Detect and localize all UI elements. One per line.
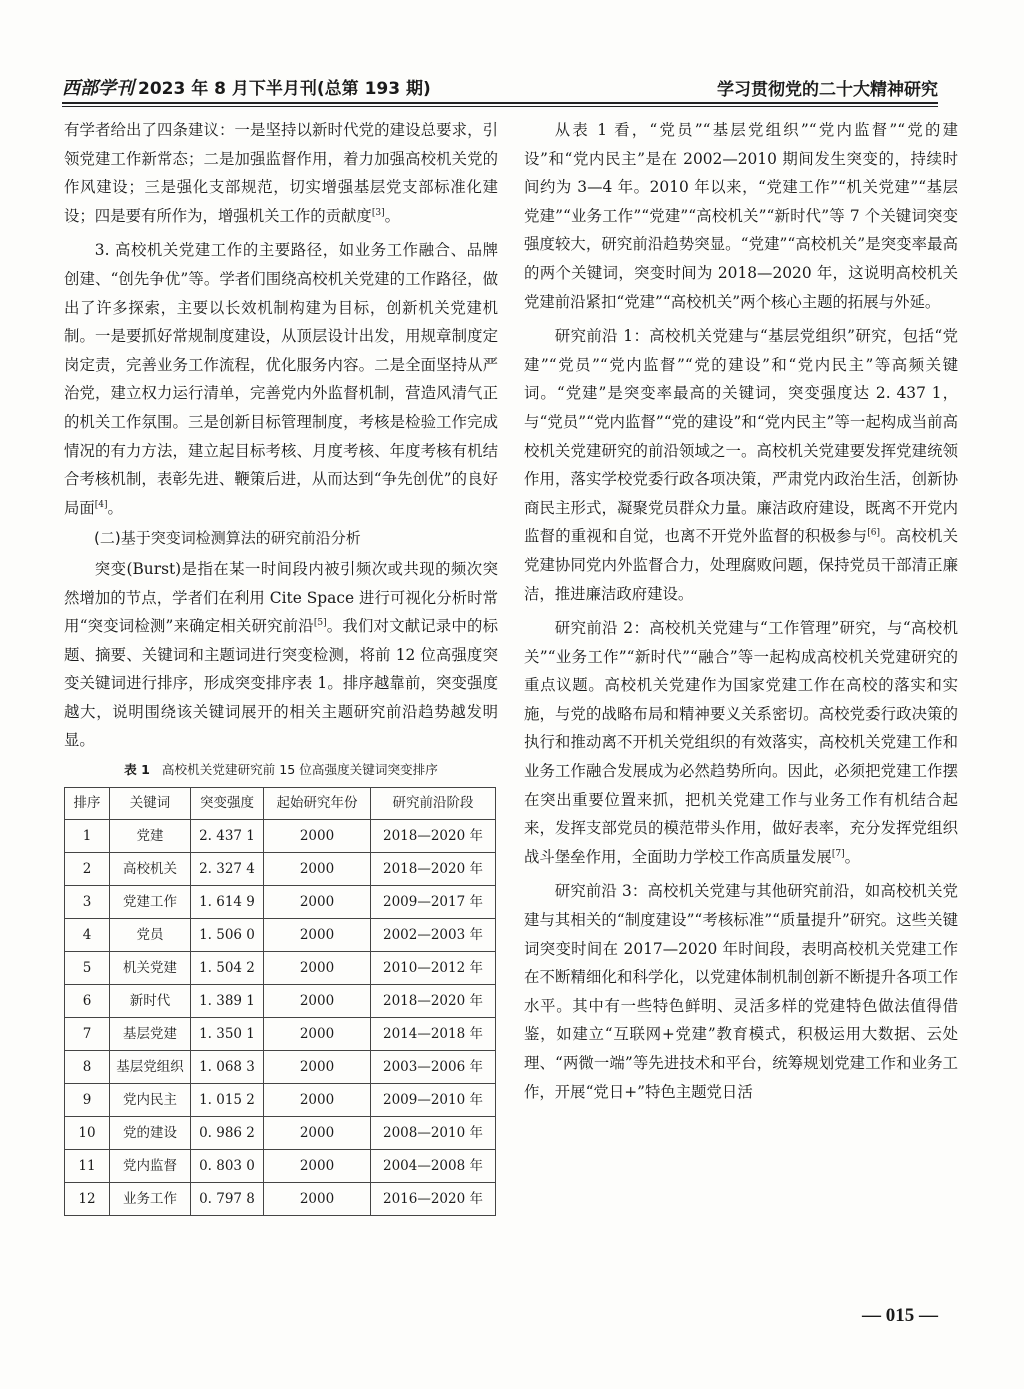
table-row (65, 1051, 496, 1084)
burst-keyword-table (64, 787, 496, 1216)
table-cell: 2. 437 1 (191, 820, 264, 853)
paragraph (64, 236, 498, 522)
table-row (65, 820, 496, 853)
header-cell: 关键词 (110, 788, 191, 820)
table-cell: 2008—2010 年 (371, 1117, 496, 1150)
paragraph-text: 。我们对文献记录中的标题、摘要、关键词和主题词进行突变检测，将前 12 位高强度突变关键词进行排序，形成突变排序表 1。排序越靠前，突变强度越大，说明围绕该关键词展开的相关主题研究前沿趋势越发明显。 (64, 617, 498, 750)
table-cell: 2009—2017 年 (371, 886, 496, 919)
citation: [4] (94, 499, 108, 510)
paragraph-text: 。高校机关党建协同党内外监督合力，处理腐败问题，保持党员干部清正廉洁，推进廉洁政府建设。 (524, 527, 958, 603)
table-cell: 2018—2020 年 (371, 820, 496, 853)
table-cell: 1. 389 1 (191, 985, 264, 1018)
page-number: — 015 — (862, 1305, 938, 1326)
table-cell: 0. 803 0 (191, 1150, 264, 1183)
header-cell: 起始研究年份 (264, 788, 371, 820)
table-cell: 1. 068 3 (191, 1051, 264, 1084)
table-cell: 11 (65, 1150, 110, 1183)
table-number: 表 1 (124, 762, 150, 778)
table-cell: 1 (65, 820, 110, 853)
table-row (65, 1018, 496, 1051)
table-row (65, 886, 496, 919)
journal-logo: 西部学刊 (62, 78, 134, 99)
table-title: 高校机关党建研究前 15 位高强度关键词突变排序 (161, 762, 438, 778)
table-cell: 2 (65, 853, 110, 886)
table-cell: 2016—2020 年 (371, 1183, 496, 1216)
table-cell: 2010—2012 年 (371, 952, 496, 985)
paragraph (524, 614, 958, 871)
table-cell: 2014—2018 年 (371, 1018, 496, 1051)
table-cell: 2000 (264, 1084, 371, 1117)
table-cell: 9 (65, 1084, 110, 1117)
table-cell: 1. 504 2 (191, 952, 264, 985)
table-row (65, 952, 496, 985)
table-cell: 2. 327 4 (191, 853, 264, 886)
table-cell: 7 (65, 1018, 110, 1051)
table-cell: 6 (65, 985, 110, 1018)
table-cell: 2000 (264, 952, 371, 985)
section-heading: (二)基于突变词检测算法的研究前沿分析 (94, 529, 361, 548)
table-cell: 10 (65, 1117, 110, 1150)
section-title: 学习贯彻党的二十大精神研究 (717, 80, 938, 100)
issue-info: 2023 年 8 月下半月刊(总第 193 期) (138, 79, 431, 99)
header-cell: 排序 (65, 788, 110, 820)
table-cell: 2000 (264, 853, 371, 886)
table-cell: 2000 (264, 1018, 371, 1051)
table-row (65, 1183, 496, 1216)
table-row (65, 919, 496, 952)
table-cell: 机关党建 (110, 952, 191, 985)
table-row (65, 853, 496, 886)
table-cell: 基层党组织 (110, 1051, 191, 1084)
table-cell: 1. 350 1 (191, 1018, 264, 1051)
citation: [6] (867, 528, 880, 539)
table-cell: 基层党建 (110, 1018, 191, 1051)
table-cell: 2009—2010 年 (371, 1084, 496, 1117)
table-cell: 3 (65, 886, 110, 919)
table-cell: 党建工作 (110, 886, 191, 919)
header-left (62, 74, 431, 100)
table-cell: 业务工作 (110, 1183, 191, 1216)
table-row (65, 985, 496, 1018)
running-header (62, 72, 938, 100)
paragraph-text: 。 (384, 206, 400, 225)
table-cell: 党建 (110, 820, 191, 853)
table-cell: 2003—2006 年 (371, 1051, 496, 1084)
header-rule (62, 102, 938, 107)
table-cell: 党内监督 (110, 1150, 191, 1183)
table-cell: 12 (65, 1183, 110, 1216)
paragraph: 研究前沿 3：高校机关党建与其他研究前沿，如高校机关党建与其相关的“制度建设”“考核标准”“质量提升”研究。这些关键词突变时间在 2017—2020 年时间段，表明高校机关党建工作在不断精细化和科学化，以党建体制机制创新不断提升各项工作水平。其中有一些特色鲜明、灵活多样的党建特色做法值得借鉴，如建立“互联网+党建”教育模式，积极运用大数据、云处理、“两微一端”等先进技术和平台，统筹规划党建工作和业务工作，开展“党日+”特色主题党日活 (524, 882, 958, 1101)
header-cell: 研究前沿阶段 (371, 788, 496, 820)
table-row (65, 1084, 496, 1117)
paragraph-text: 研究前沿 1：高校机关党建与“基层党组织”研究，包括“党建”“党员”“党内监督”“党的建设”和“党内民主”等高频关键词。“党建”是突变率最高的关键词，突变强度达 2. 437 1，与“党员”“党内监督”“党的建设”和“党内民主”等一起构成当前高校机关党建研究的前沿领域之一。高校机关党建要发挥党建统领作用，落实学校党委行政各项决策，严肃党内政治生活，创新协商民主形式，凝聚党员群众力量。廉洁政府建设，既离不开党内监督的重视和自觉，也离不开党外监督的积极参与 (524, 327, 958, 546)
paragraph-text: 突变(Burst)是指在某一时间段内被引频次或共现的频次突然增加的节点，学者们在利用 Cite Space 进行可视化分析时常用“突变词检测”来确定相关研究前沿 (64, 559, 498, 636)
table-cell: 2004—2008 年 (371, 1150, 496, 1183)
right-column (524, 116, 958, 1106)
paragraph-text: 有学者给出了四条建议：一是坚持以新时代党的建设总要求，引领党建工作新常态；二是加强监督作用，着力加强高校机关党的作风建设；三是强化支部规范，切实增强基层党支部标准化建设；四是要有所作为，增强机关工作的贡献度 (64, 121, 498, 225)
paragraph (64, 116, 498, 230)
table-cell: 0. 797 8 (191, 1183, 264, 1216)
table-cell: 2000 (264, 1051, 371, 1084)
table-row (65, 1117, 496, 1150)
table-cell: 2000 (264, 1183, 371, 1216)
table-cell: 2000 (264, 919, 371, 952)
table-cell: 党内民主 (110, 1084, 191, 1117)
table-cell: 8 (65, 1051, 110, 1084)
table-cell: 2000 (264, 1150, 371, 1183)
paragraph: 从表 1 看，“党员”“基层党组织”“党内监督”“党的建设”和“党内民主”是在 2002—2010 期间发生突变的，持续时间约为 3—4 年。2010 年以来，“党建工作”“机关党建”“基层党建”“业务工作”“党建”“高校机关”“新时代”等 7 个关键词突变强度较大，研究前沿趋势突显。“党建”“高校机关”是突变率最高的两个关键词，突变时间为 2018—2020 年，这说明高校机关党建前沿紧扣“党建”“高校机关”两个核心主题的拓展与外延。 (524, 121, 958, 311)
left-column (64, 116, 498, 1216)
table-cell: 新时代 (110, 985, 191, 1018)
citation: [7] (831, 848, 845, 859)
table-cell: 2000 (264, 1117, 371, 1150)
table-cell: 2018—2020 年 (371, 853, 496, 886)
table-cell: 1. 506 0 (191, 919, 264, 952)
header-cell: 突变强度 (191, 788, 264, 820)
table-cell: 2000 (264, 985, 371, 1018)
paragraph (64, 555, 498, 755)
table-cell: 2002—2003 年 (371, 919, 496, 952)
table-cell: 高校机关 (110, 853, 191, 886)
table-cell: 2000 (264, 820, 371, 853)
citation: [5] (313, 617, 327, 628)
paragraph-text: 3. 高校机关党建工作的主要路径，如业务工作融合、品牌创建、“创先争优”等。学者们围绕高校机关党建的工作路径，做出了许多探索，主要以长效机制构建为目标，创新机关党建机制。一是要抓好常规制度建设，从顶层设计出发，用规章制度定岗定责，完善业务工作流程，优化服务内容。二是全面坚持从严治党，建立权力运行清单，完善党内外监督机制，营造风清气正的机关工作氛围。三是创新目标管理制度，考核是检验工作完成情况的有力方法，建立起目标考核、月度考核、年度考核有机结合考核机制，表彰先进、鞭策后进，从而达到“争先创优”的良好局面 (64, 241, 498, 517)
table-cell: 4 (65, 919, 110, 952)
table-cell: 5 (65, 952, 110, 985)
paragraph (524, 322, 958, 608)
table-cell: 党的建设 (110, 1117, 191, 1150)
table-cell: 1. 015 2 (191, 1084, 264, 1117)
citation: [3] (371, 207, 385, 218)
table-cell: 2018—2020 年 (371, 985, 496, 1018)
table-cell: 1. 614 9 (191, 886, 264, 919)
table-cell: 2000 (264, 886, 371, 919)
paragraph-text: 。 (844, 847, 860, 866)
table-header-row (65, 788, 496, 820)
table-cell: 党员 (110, 919, 191, 952)
paragraph-text: 。 (107, 498, 123, 517)
paragraph-text: 研究前沿 2：高校机关党建与“工作管理”研究，与“高校机关”“业务工作”“新时代”“融合”等一起构成高校机关党建研究的重点议题。高校机关党建作为国家党建工作在高校的落实和实施，与党的战略布局和精神要义关系密切。高校党委行政决策的执行和推动离不开机关党组织的有效落实，高校机关党建工作和业务工作融合发展成为必然趋势所向。因此，必须把党建工作摆在突出重要位置来抓，把机关党建工作与业务工作有机结合起来，发挥支部党员的模范带头作用，做好表率，充分发挥党组织战斗堡垒作用，全面助力学校工作高质量发展 (524, 619, 958, 866)
table-cell: 0. 986 2 (191, 1117, 264, 1150)
table-caption (64, 761, 498, 779)
table-row (65, 1150, 496, 1183)
